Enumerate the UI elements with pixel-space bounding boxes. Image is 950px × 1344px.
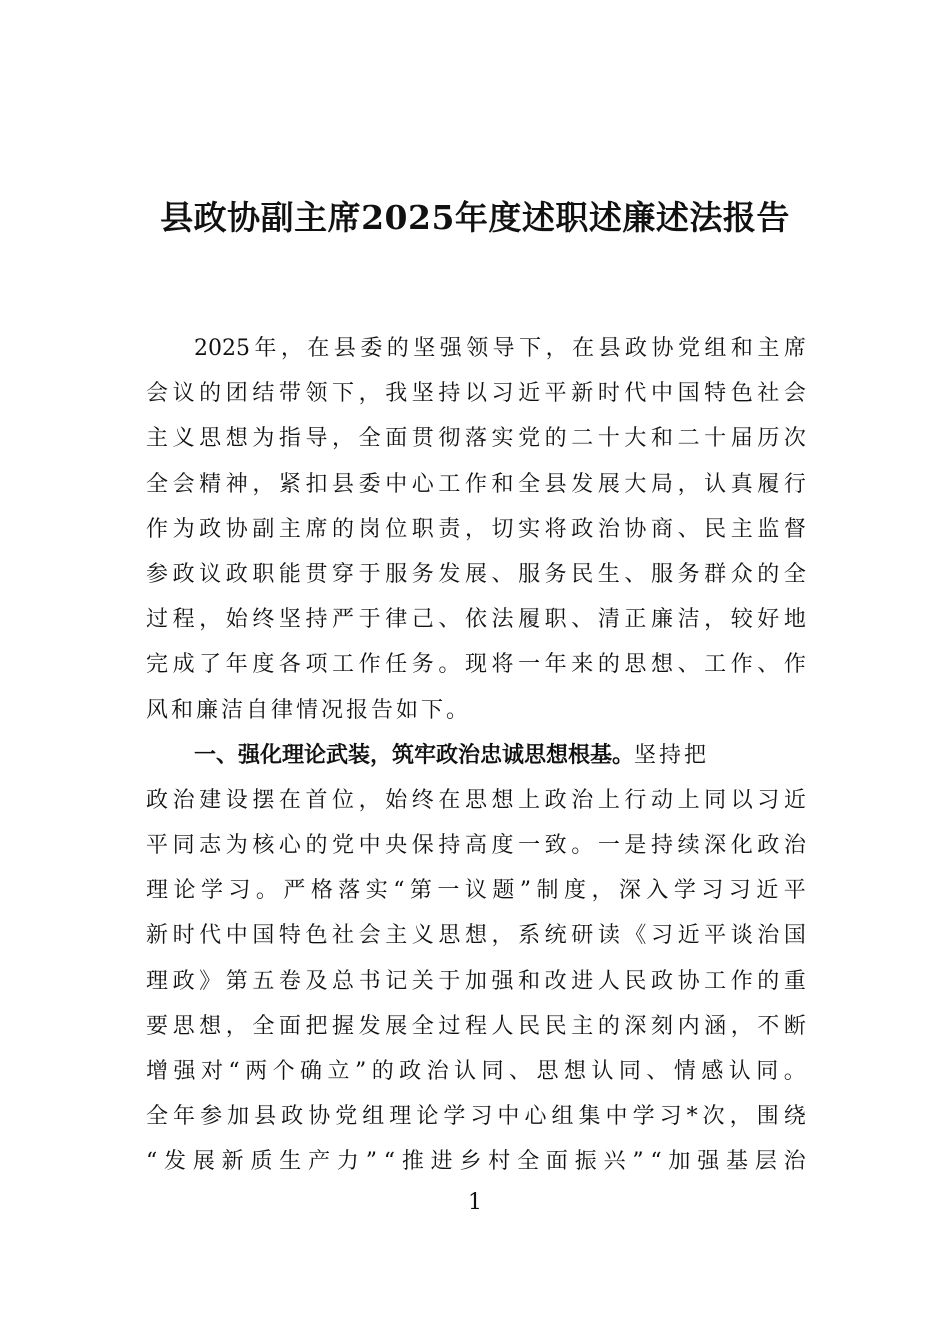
section-heading-rest: 坚持把 <box>634 742 710 768</box>
text-line: 全 年 参 加 县 政 协 党 组 理 论 学 习 中 心 组 集 中 学 习 * 次 ， 围 绕 <box>146 1104 806 1130</box>
text-line: 风和廉洁自律情况报告如下。 <box>146 697 472 723</box>
text-line: 过 程 ， 始 终 坚 持 严 于 律 己 、 依 法 履 职 、 清 正 廉 洁 ， 较 好 地 <box>146 607 806 633</box>
text-line: 全 会 精 神 ， 紧 扣 县 委 中 心 工 作 和 全 县 发 展 大 局 ， 认 真 履 行 <box>146 471 806 497</box>
text-line: “ 发 展 新 质 生 产 力 ” “ 推 进 乡 村 全 面 振 兴 ” “ 加 强 基 层 治 <box>146 1149 806 1175</box>
text-line: 作 为 政 协 副 主 席 的 岗 位 职 责 ， 切 实 将 政 治 协 商 、 民 主 监 督 <box>146 516 806 542</box>
text-line: 完 成 了 年 度 各 项 工 作 任 务 。 现 将 一 年 来 的 思 想 、 工 作 、 作 <box>146 652 806 678</box>
text-line: 理 政 》 第 五 卷 及 总 书 记 关 于 加 强 和 改 进 人 民 政 协 工 作 的 重 <box>146 968 806 994</box>
text-line: 参 政 议 政 职 能 贯 穿 于 服 务 发 展 、 服 务 民 生 、 服 务 群 众 的 全 <box>146 561 806 587</box>
text-line: 平 同 志 为 核 心 的 党 中 央 保 持 高 度 一 致 。 一 是 持 续 深 化 政 治 <box>146 833 806 859</box>
section-heading-line <box>146 733 806 778</box>
text-line: 主 义 思 想 为 指 导 ， 全 面 贯 彻 落 实 党 的 二 十 大 和 二 十 届 历 次 <box>146 426 806 452</box>
document-body <box>146 326 806 1185</box>
text-line: 理 论 学 习 。 严 格 落 实 “ 第 一 议 题 ” 制 度 ， 深 入 学 习 习 近 平 <box>146 878 806 904</box>
text-line: 政 治 建 设 摆 在 首 位 ， 始 终 在 思 想 上 政 治 上 行 动 上 同 以 习 近 <box>146 787 806 813</box>
intro-paragraph <box>146 326 806 733</box>
text-line: 2025 年 ， 在 县 委 的 坚 强 领 导 下 ， 在 县 政 协 党 组 和 主 席 <box>194 336 806 361</box>
page-number: 1 <box>468 1190 482 1215</box>
text-line: 要 思 想 ， 全 面 把 握 发 展 全 过 程 人 民 民 主 的 深 刻 内 涵 ， 不 断 <box>146 1013 806 1039</box>
section-heading: 一、强化理论武装，筑牢政治忠诚思想根基。 <box>194 742 635 768</box>
text-line: 会 议 的 团 结 带 领 下 ， 我 坚 持 以 习 近 平 新 时 代 中 国 特 色 社 会 <box>146 381 806 407</box>
text-line: 新 时 代 中 国 特 色 社 会 主 义 思 想 ， 系 统 研 读 《 习 近 平 谈 治 国 <box>146 923 806 949</box>
document-title: 县政协副主席2025年度述职述廉述法报告 <box>160 198 790 237</box>
section-one-paragraph <box>146 733 806 1185</box>
text-line: 增 强 对 “ 两 个 确 立 ” 的 政 治 认 同 、 思 想 认 同 、 情 感 认 同 。 <box>146 1059 806 1084</box>
